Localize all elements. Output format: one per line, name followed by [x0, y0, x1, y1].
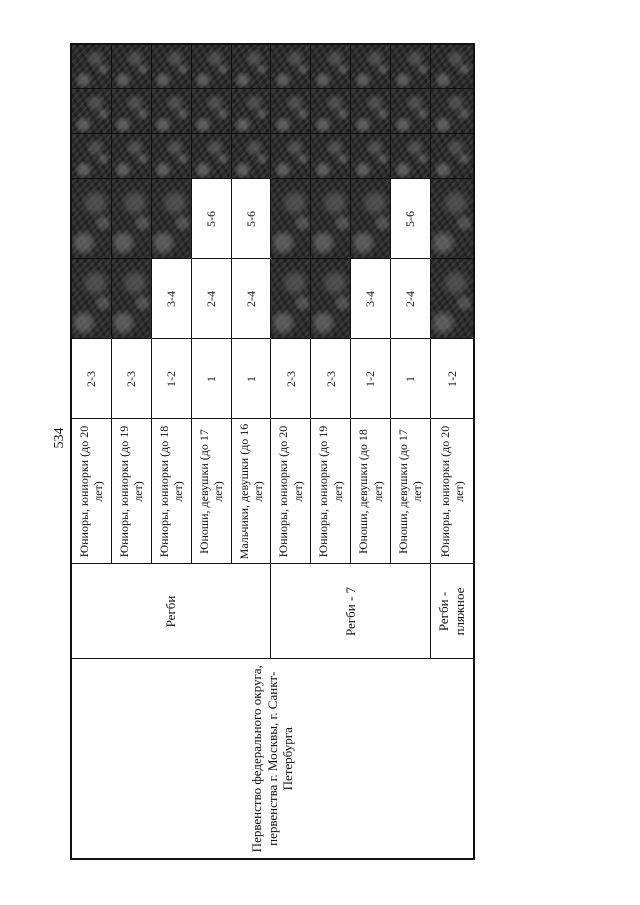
- places-cell: 5-6: [231, 179, 271, 259]
- redacted-cell: [430, 134, 474, 179]
- places-cell: 2-4: [391, 259, 431, 339]
- redacted-cell: [351, 89, 391, 134]
- redacted-cell: [231, 89, 271, 134]
- places-cell: 3-4: [151, 259, 191, 339]
- redacted-cell: [271, 134, 311, 179]
- redacted-cell: [271, 44, 311, 89]
- redacted-cell: [71, 134, 111, 179]
- rotated-table-container: [70, 45, 475, 860]
- sport-cell: Регби - 7: [271, 564, 430, 659]
- places-cell: 1: [231, 339, 271, 419]
- group-cell: Юниоры, юниорки (до 19 лет): [311, 419, 351, 564]
- redacted-cell: [271, 259, 311, 339]
- redacted-cell: [311, 259, 351, 339]
- table-row: [71, 44, 111, 859]
- places-cell: 1: [391, 339, 431, 419]
- places-cell: 2-3: [71, 339, 111, 419]
- places-cell: 1-2: [430, 339, 474, 419]
- places-cell: 2-4: [191, 259, 231, 339]
- redacted-cell: [311, 179, 351, 259]
- schedule-table: [70, 43, 475, 860]
- group-cell: Юноши, девушки (до 17 лет): [191, 419, 231, 564]
- redacted-cell: [151, 134, 191, 179]
- redacted-cell: [71, 259, 111, 339]
- group-cell: Юниоры, юниорки (до 19 лет): [111, 419, 151, 564]
- redacted-cell: [311, 44, 351, 89]
- redacted-cell: [271, 179, 311, 259]
- places-cell: 2-3: [111, 339, 151, 419]
- places-cell: 1: [191, 339, 231, 419]
- redacted-cell: [111, 44, 151, 89]
- group-cell: Юноши, девушки (до 18 лет): [351, 419, 391, 564]
- group-cell: Мальчики, девушки (до 16 лет): [231, 419, 271, 564]
- places-cell: 1-2: [351, 339, 391, 419]
- places-cell: 5-6: [391, 179, 431, 259]
- redacted-cell: [391, 44, 431, 89]
- redacted-cell: [391, 134, 431, 179]
- redacted-cell: [71, 44, 111, 89]
- redacted-cell: [311, 89, 351, 134]
- redacted-cell: [111, 179, 151, 259]
- redacted-cell: [111, 89, 151, 134]
- redacted-cell: [151, 179, 191, 259]
- places-cell: 5-6: [191, 179, 231, 259]
- group-cell: Юниоры, юниорки (до 20 лет): [71, 419, 111, 564]
- group-cell: Юноши, девушки (до 17 лет): [391, 419, 431, 564]
- group-cell: Юниоры, юниорки (до 18 лет): [151, 419, 191, 564]
- redacted-cell: [351, 134, 391, 179]
- redacted-cell: [151, 89, 191, 134]
- places-cell: 2-4: [231, 259, 271, 339]
- redacted-cell: [430, 89, 474, 134]
- redacted-cell: [351, 44, 391, 89]
- redacted-cell: [111, 134, 151, 179]
- redacted-cell: [151, 44, 191, 89]
- redacted-cell: [191, 44, 231, 89]
- sport-cell: Регби: [71, 564, 271, 659]
- redacted-cell: [430, 259, 474, 339]
- redacted-cell: [231, 134, 271, 179]
- sport-cell: Регби - пляжное: [430, 564, 474, 659]
- group-cell: Юниоры, юниорки (до 20 лет): [430, 419, 474, 564]
- redacted-cell: [391, 89, 431, 134]
- redacted-cell: [430, 44, 474, 89]
- redacted-cell: [271, 89, 311, 134]
- places-cell: 3-4: [351, 259, 391, 339]
- places-cell: 2-3: [271, 339, 311, 419]
- redacted-cell: [71, 179, 111, 259]
- redacted-cell: [430, 179, 474, 259]
- redacted-cell: [71, 89, 111, 134]
- redacted-cell: [191, 134, 231, 179]
- group-cell: Юниоры, юниорки (до 20 лет): [271, 419, 311, 564]
- redacted-cell: [191, 89, 231, 134]
- places-cell: 2-3: [311, 339, 351, 419]
- places-cell: 1-2: [151, 339, 191, 419]
- redacted-cell: [351, 179, 391, 259]
- redacted-cell: [231, 44, 271, 89]
- event-cell: Первенство федерального округа, первенства г. Москвы, г. Санкт-Петербурга: [71, 659, 474, 859]
- redacted-cell: [311, 134, 351, 179]
- page-number: 534: [52, 427, 67, 449]
- redacted-cell: [111, 259, 151, 339]
